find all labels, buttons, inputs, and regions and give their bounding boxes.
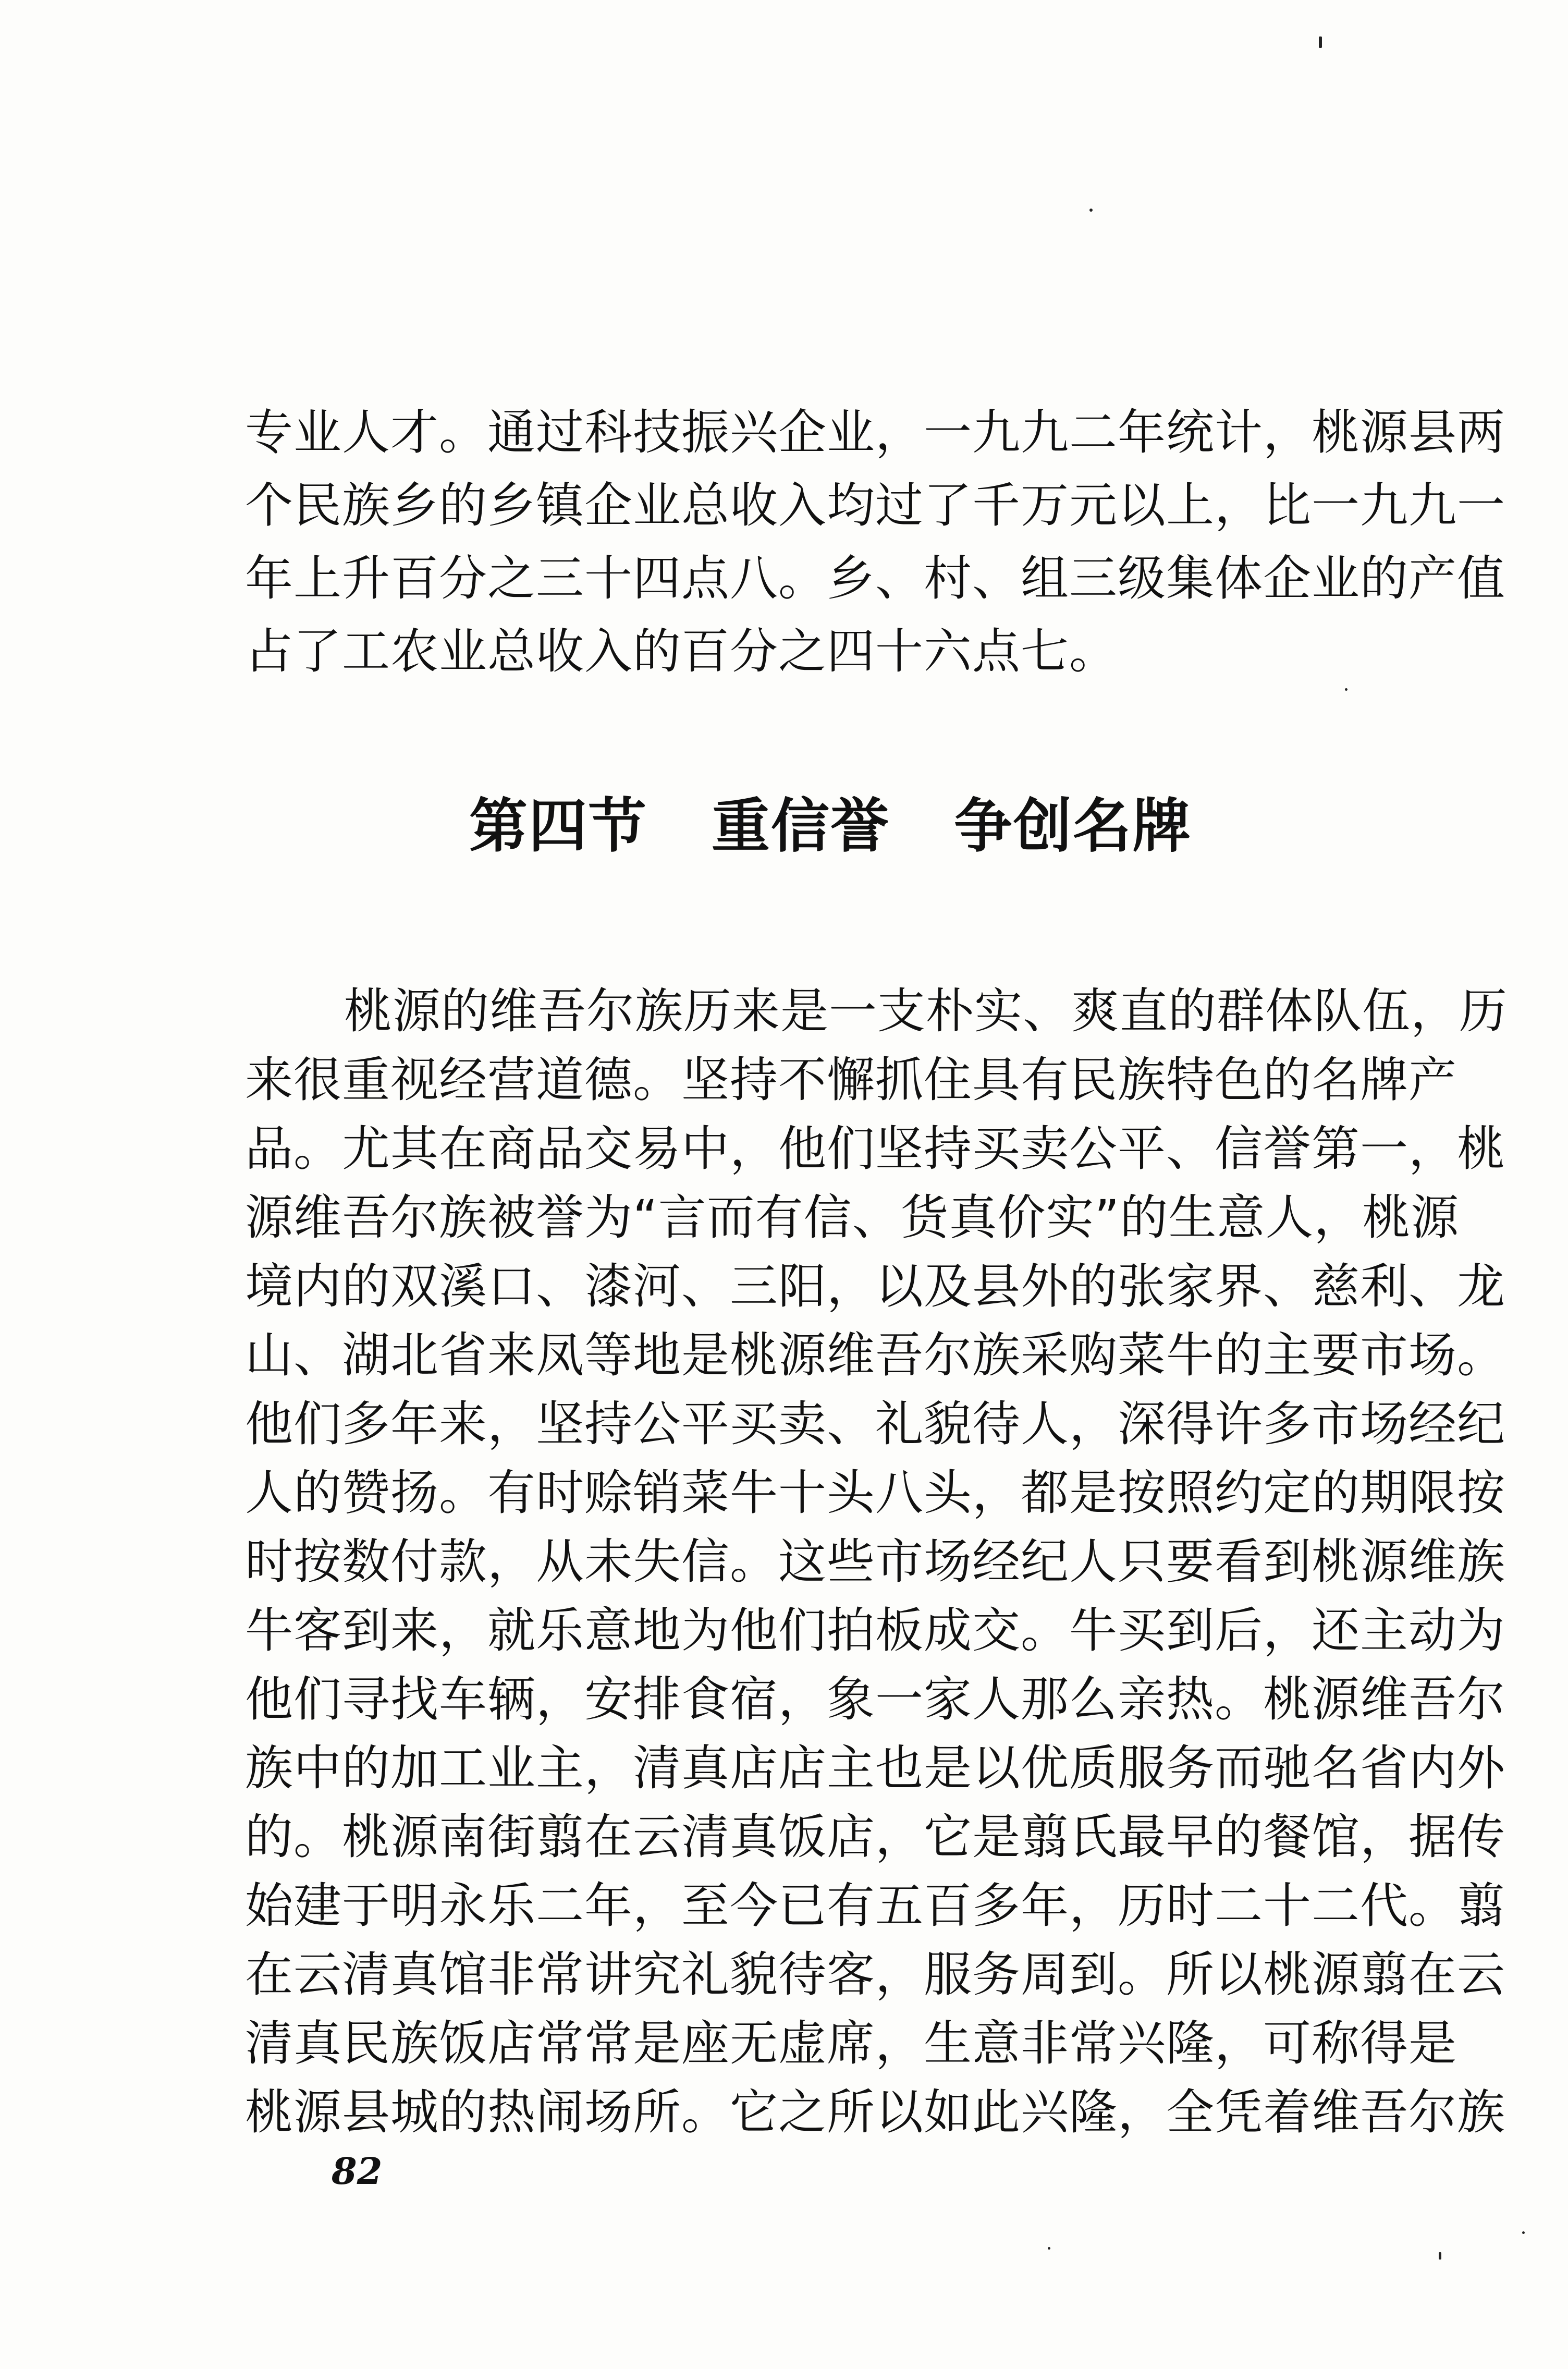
text-line: 在云清真馆非常讲究礼貌待客，服务周到。所以桃源翦在云 [245,1947,1506,2002]
scan-speck [1345,688,1348,691]
text-line: 品。尤其在商品交易中，他们坚持买卖公平、信誉第一，桃 [245,1121,1506,1177]
text-line: 桃源的维吾尔族历来是一支朴实、爽直的群体队伍，历 [344,983,1508,1039]
scan-speck [1089,209,1093,212]
text-line: 占了工农业总收入的百分之四十六点七。 [245,624,1118,679]
text-line: 他们寻找车辆，安排食宿，象一家人那么亲热。桃源维吾尔 [245,1671,1506,1727]
page-number: 82 [332,2150,383,2193]
text-line: 清真民族饭店常常是座无虚席，生意非常兴隆，可称得是 [245,2016,1457,2071]
text-line: 牛客到来，就乐意地为他们拍板成交。牛买到后，还主动为 [245,1603,1506,1658]
text-line: 专业人才。通过科技振兴企业，一九九二年统计，桃源县两 [245,405,1506,460]
scan-speck [1048,2247,1050,2250]
text-line: 年上升百分之三十四点八。乡、村、组三级集体企业的产值 [245,551,1506,606]
text-line: 源维吾尔族被誉为“言而有信、货真价实”的生意人，桃源 [245,1190,1460,1245]
text-line: 境内的双溪口、漆河、三阳，以及县外的张家界、慈利、龙 [245,1259,1506,1314]
scan-speck [1439,2252,1441,2260]
text-line: 桃源县城的热闹场所。它之所以如此兴隆，全凭着维吾尔族 [245,2084,1506,2140]
scan-speck [1319,36,1322,48]
text-line: 个民族乡的乡镇企业总收入均过了千万元以上，比一九九一 [245,478,1506,533]
text-line: 族中的加工业主，清真店店主也是以优质服务而驰名省内外 [245,1740,1506,1796]
text-line: 时按数付款，从未失信。这些市场经纪人只要看到桃源维族 [245,1534,1506,1590]
text-line: 始建于明永乐二年，至今已有五百多年，历时二十二代。翦 [245,1878,1506,1934]
text-line: 的。桃源南街翦在云清真饭店，它是翦氏最早的餐馆，据传 [245,1809,1506,1865]
text-line: 山、湖北省来凤等地是桃源维吾尔族采购菜牛的主要市场。 [245,1327,1506,1383]
text-line: 他们多年来，坚持公平买卖、礼貌待人，深得许多市场经纪 [245,1396,1506,1452]
scan-speck [1522,2231,1525,2234]
text-line: 来很重视经营道德。坚持不懈抓住具有民族特色的名牌产 [245,1052,1457,1108]
text-line: 人的赞扬。有时赊销菜牛十头八头，都是按照约定的期限按 [245,1465,1506,1521]
section-heading: 第四节 重信誉 争创名牌 [469,792,1192,860]
